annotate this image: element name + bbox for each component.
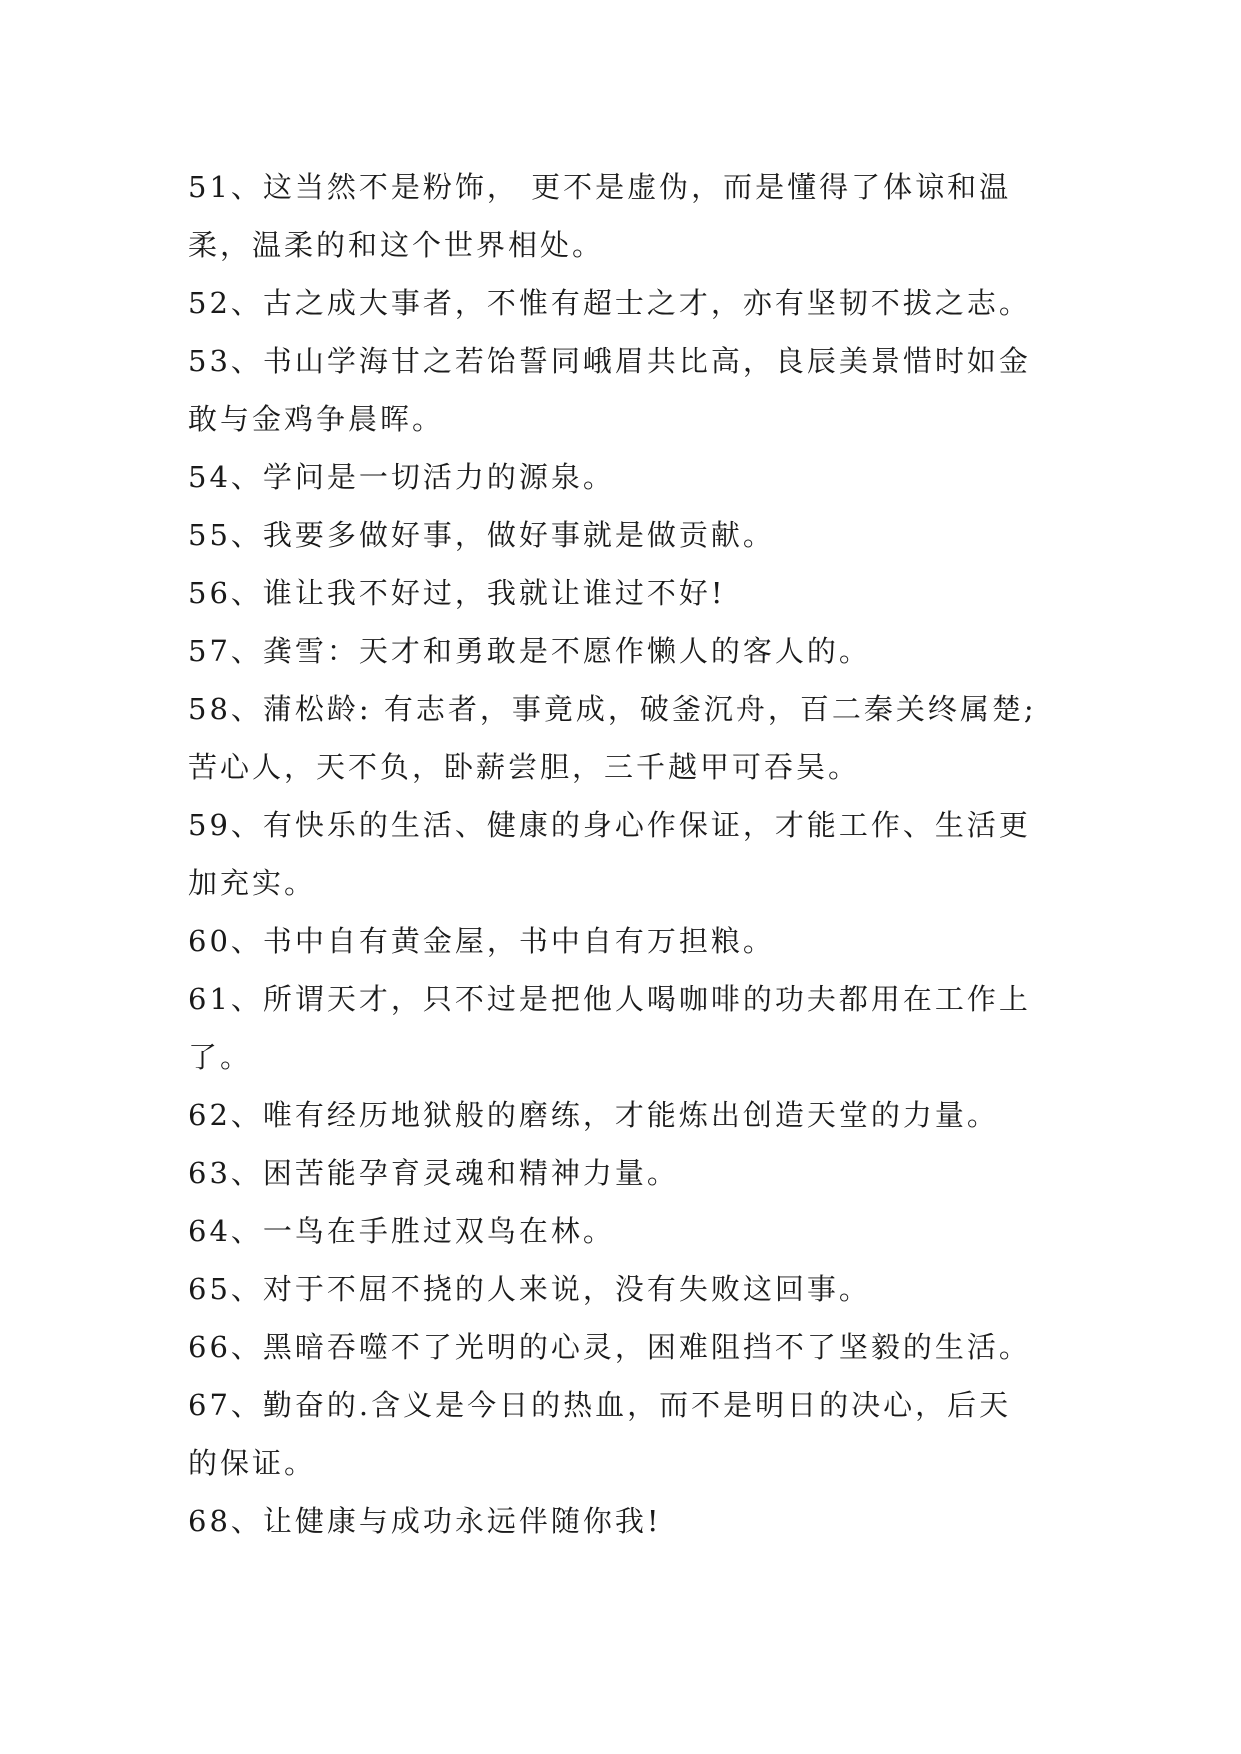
text-line: 63、困苦能孕育灵魂和精神力量。	[188, 1156, 679, 1190]
text-line: 68、让健康与成功永远伴随你我!	[188, 1504, 662, 1538]
text-line: 64、一鸟在手胜过双鸟在林。	[188, 1214, 615, 1248]
text-line: 66、黑暗吞噬不了光明的心灵，困难阻挡不了坚毅的生活。	[188, 1330, 1031, 1364]
text-line: 60、书中自有黄金屋，书中自有万担粮。	[188, 924, 775, 958]
text-line: 苦心人，天不负，卧薪尝胆，三千越甲可吞吴。	[188, 750, 861, 784]
text-line: 56、谁让我不好过，我就让谁过不好!	[188, 576, 726, 610]
text-line: 61、所谓天才，只不过是把他人喝咖啡的功夫都用在工作上	[188, 982, 1031, 1016]
text-line: 加充实。	[188, 866, 317, 900]
document-body	[188, 158, 1088, 1550]
text-line: 54、学问是一切活力的源泉。	[188, 460, 615, 494]
text-line: 51、这当然不是粉饰， 更不是虚伪，而是懂得了体谅和温	[188, 170, 1012, 204]
text-line: 57、龚雪：天才和勇敢是不愿作懒人的客人的。	[188, 634, 871, 668]
text-line: 65、对于不屈不挠的人来说，没有失败这回事。	[188, 1272, 871, 1306]
text-line: 的保证。	[188, 1446, 317, 1480]
text-line: 柔，温柔的和这个世界相处。	[188, 228, 605, 262]
text-line: 53、书山学海甘之若饴誓同峨眉共比高，良辰美景惜时如金	[188, 344, 1031, 378]
text-line: 59、有快乐的生活、健康的身心作保证，才能工作、生活更	[188, 808, 1031, 842]
text-line: 52、古之成大事者，不惟有超士之才，亦有坚韧不拔之志。	[188, 286, 1031, 320]
text-line: 58、蒲松龄: 有志者，事竟成，破釜沉舟，百二秦关终属楚;	[188, 692, 1037, 726]
text-line: 敢与金鸡争晨晖。	[188, 402, 445, 436]
text-line: 67、勤奋的.含义是今日的热血，而不是明日的决心，后天	[188, 1388, 1012, 1422]
text-line: 了。	[188, 1040, 253, 1074]
text-line: 62、唯有经历地狱般的磨练，才能炼出创造天堂的力量。	[188, 1098, 999, 1132]
text-line: 55、我要多做好事，做好事就是做贡献。	[188, 518, 775, 552]
